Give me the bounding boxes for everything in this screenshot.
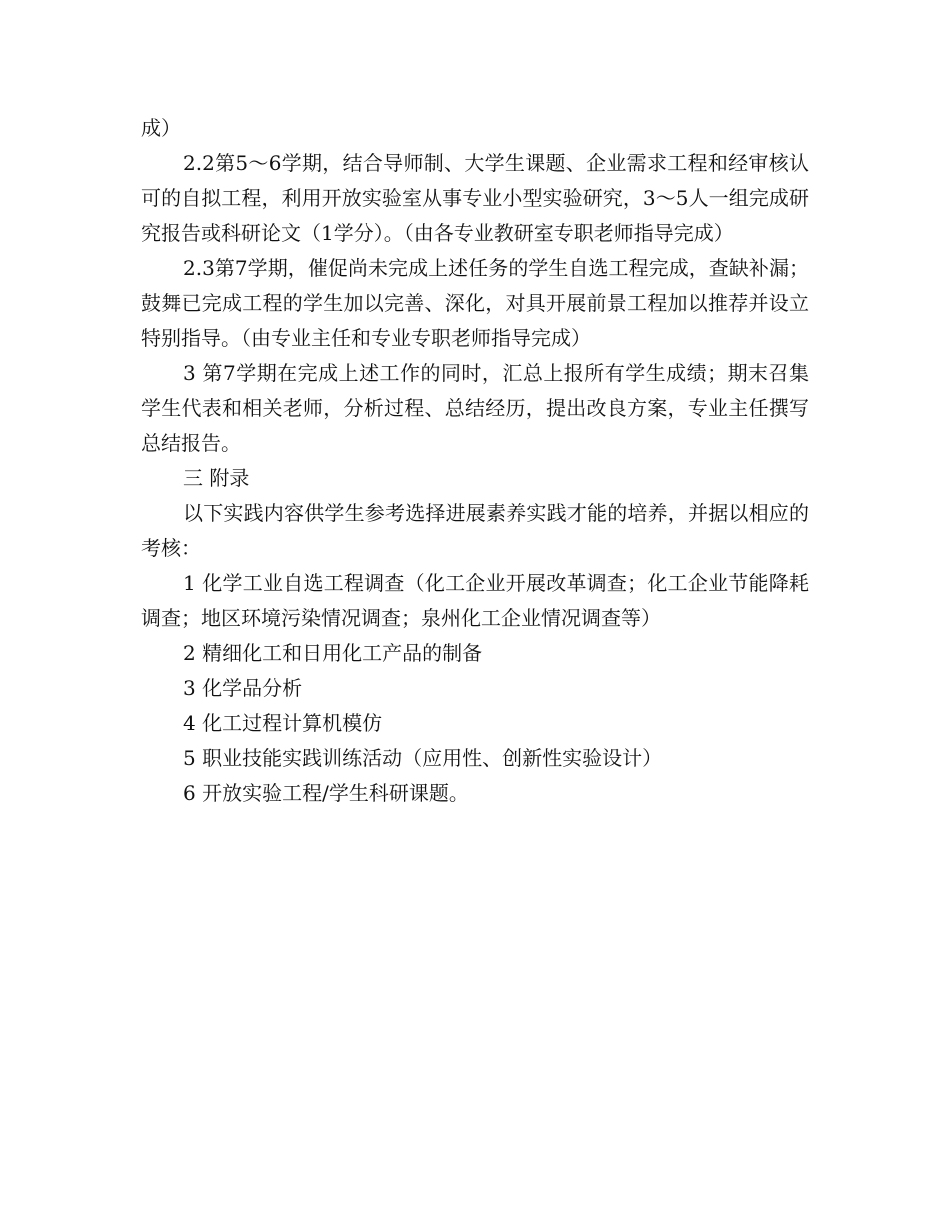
paragraph-3: 3 第7学期在完成上述工作的同时，汇总上报所有学生成绩；期末召集学生代表和相关老师，分析过程、总结经历，提出改良方案，专业主任撰写总结报告。 [141,361,809,455]
appendix-intro: 以下实践内容供学生参考选择进展素养实践才能的培养，并据以相应的考核： [141,501,809,560]
appendix-item-6: 6 开放实验工程/学生科研课题。 [183,781,469,805]
section-heading-appendix: 三 附录 [183,466,250,490]
paragraph-2-3: 2.3第7学期，催促尚未完成上述任务的学生自选工程完成，查缺补漏；鼓舞已完成工程的学生加以完善、深化，对具开展前景工程加以推荐并设立特别指导。（由专业主任和专业专职老师指导完成） [141,256,809,350]
appendix-item-2: 2 精细化工和日用化工产品的制备 [183,641,483,665]
paragraph-continuation: 成） [141,116,181,140]
appendix-item-4: 4 化工过程计算机模仿 [183,711,383,735]
document-body [141,111,809,811]
appendix-item-1: 1 化学工业自选工程调查（化工企业开展改革调查；化工企业节能降耗调查；地区环境污染情况调查；泉州化工企业情况调查等） [141,571,809,630]
appendix-item-5: 5 职业技能实践训练活动（应用性、创新性实验设计） [183,746,663,770]
appendix-item-3: 3 化学品分析 [183,676,303,700]
paragraph-2-2: 2.2第5～6学期，结合导师制、大学生课题、企业需求工程和经审核认可的自拟工程，利用开放实验室从事专业小型实验研究，3～5人一组完成研究报告或科研论文（1学分）。（由各专业教研室专职老师指导完成） [141,151,809,245]
